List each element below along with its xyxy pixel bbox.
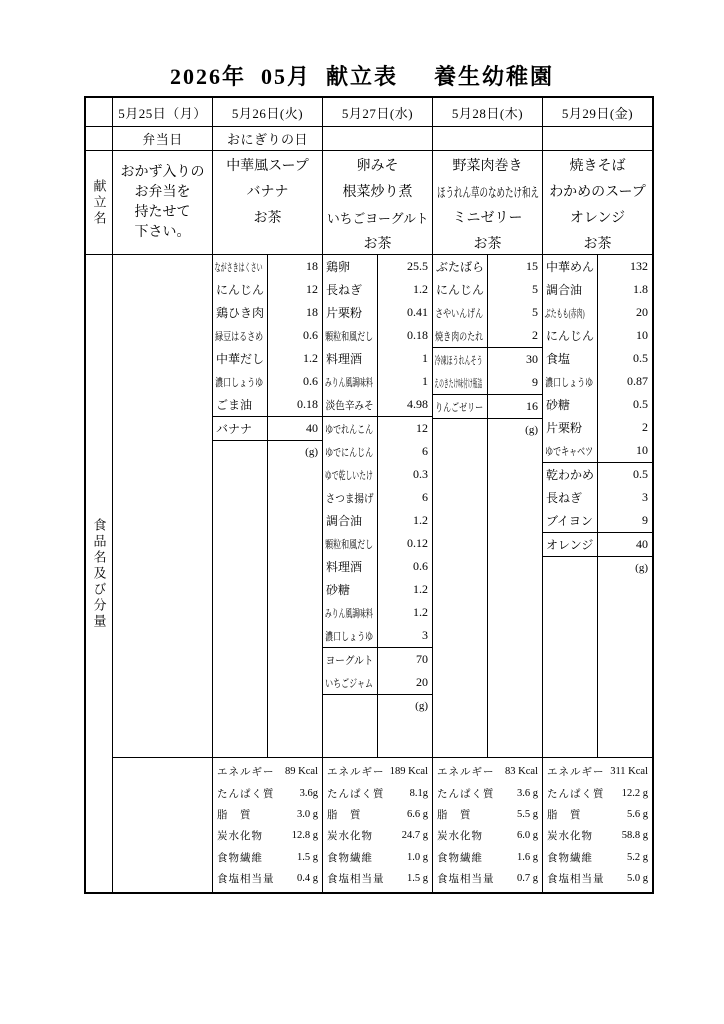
food-name: 濃口しょうゆ	[545, 376, 594, 389]
school-name: 養生幼稚園	[434, 64, 555, 89]
food-amount: 0.18	[407, 328, 428, 342]
food-amount: 25.5	[407, 259, 428, 273]
nutrition-row	[437, 850, 538, 865]
nutrition-row	[547, 850, 648, 865]
food-list	[543, 255, 652, 757]
nutrition-value: 58.8 g	[621, 830, 648, 842]
nutrition-label: エネルギー	[217, 767, 275, 779]
nutrition-label: 炭水化物	[437, 831, 483, 843]
food-amount: 6	[422, 490, 428, 504]
food-name: みりん風調味料	[324, 607, 373, 620]
nutrition-label: 炭水化物	[327, 831, 373, 843]
menu-cell	[322, 150, 432, 254]
food-amount: 12	[306, 282, 318, 296]
food-name: ぶたもも(赤肉)	[544, 307, 585, 320]
food-amount: 1	[422, 374, 428, 388]
date-label: 5月26日(火)	[231, 105, 304, 121]
food-amount: 0.41	[407, 305, 428, 319]
food-amount: 10	[636, 443, 648, 457]
unit-gram-label: (g)	[635, 562, 648, 574]
food-name: ゆでれんこん	[325, 423, 374, 436]
menu-item: オレンジ	[569, 211, 626, 226]
food-name: ながさきはくさい	[214, 261, 263, 274]
day-body-cell	[432, 254, 542, 892]
food-name: ごま油	[216, 398, 253, 412]
nutrition-label: エネルギー	[547, 767, 605, 779]
nutrition-row	[217, 850, 318, 865]
nutrition-row	[327, 764, 428, 779]
nutrition-value: 12.2 g	[621, 787, 648, 799]
food-amount: 9	[532, 375, 538, 389]
food-name: 砂糖	[546, 398, 571, 412]
food-name: ゆで乾しいたけ	[324, 469, 373, 482]
nutrition-row	[217, 764, 318, 779]
special-day-cell	[322, 126, 432, 150]
food-list	[433, 255, 542, 757]
food-amount: 20	[636, 305, 648, 319]
nutrition-list	[213, 757, 322, 892]
food-name: 鶏ひき肉	[216, 306, 265, 320]
food-amount: 18	[306, 305, 318, 319]
food-name: 料理酒	[326, 352, 363, 366]
date-cell	[542, 98, 652, 126]
nutrition-label: 食塩相当量	[547, 873, 605, 885]
nutrition-row	[437, 786, 538, 801]
food-amount: 40	[636, 537, 648, 551]
nutrition-value: 1.0 g	[407, 851, 428, 863]
food-name: 乾わかめ	[546, 468, 595, 482]
menu-item: ほうれん草のなめたけ和え	[436, 185, 539, 200]
food-amount: 20	[416, 675, 428, 689]
date-cell	[432, 98, 542, 126]
nutrition-row	[327, 828, 428, 843]
food-amount: 0.6	[413, 559, 428, 573]
menu-cell	[112, 150, 212, 254]
nutrition-label: 食物繊維	[217, 852, 263, 864]
nutrition-value: 24.7 g	[401, 830, 428, 842]
nutrition-value: 5.0 g	[627, 872, 648, 884]
nutrition-row	[547, 786, 648, 801]
special-day-cell	[212, 126, 322, 150]
food-name: にんじん	[216, 283, 265, 297]
menu-item: お茶	[583, 237, 612, 252]
food-name: 顆粒和風だし	[325, 330, 374, 343]
menu-item: いちごヨーグルト	[326, 211, 429, 226]
nutrition-row	[437, 828, 538, 843]
nutrition-list	[113, 757, 212, 892]
food-amount: 1.2	[303, 351, 318, 365]
menu-item: わかめのスープ	[549, 185, 646, 200]
food-name: 片栗粉	[546, 421, 583, 435]
food-name: 長ねぎ	[546, 491, 583, 505]
food-name: 中華だし	[216, 352, 265, 366]
food-name: 焼き肉のたれ	[435, 330, 484, 343]
nutrition-label: 食塩相当量	[327, 873, 385, 885]
food-name: にんじん	[546, 329, 595, 343]
menu-table	[84, 96, 654, 894]
special-day-cell	[432, 126, 542, 150]
food-amount: 0.18	[297, 397, 318, 411]
day-body-cell	[112, 254, 212, 892]
food-name: 緑豆はるさめ	[215, 330, 264, 343]
food-amount: 16	[526, 399, 538, 413]
food-amount: 0.5	[633, 467, 648, 481]
nutrition-value: 3.6 g	[517, 787, 538, 799]
nutrition-label: 脂 質	[547, 809, 582, 821]
menu-item: バナナ	[246, 185, 289, 200]
menu-item: おかず入りの	[120, 164, 205, 180]
unit-gram-label: (g)	[415, 700, 428, 712]
food-amount: 0.87	[627, 374, 648, 388]
divider-line	[597, 255, 598, 757]
food-name: バナナ	[216, 422, 253, 436]
corner-cell-special	[86, 126, 112, 150]
food-amount: 132	[630, 259, 648, 273]
menu-item: 根菜炒り煮	[342, 185, 413, 200]
menu-item: 野菜肉巻き	[452, 159, 523, 174]
food-amount: 40	[306, 421, 318, 435]
food-name: 調合油	[546, 283, 583, 297]
nutrition-label: たんぱく質	[547, 788, 605, 800]
nutrition-value: 12.8 g	[291, 830, 318, 842]
food-name: いちごジャム	[325, 677, 374, 690]
food-name: 顆粒和風だし	[325, 538, 374, 551]
nutrition-value: 0.4 g	[297, 872, 318, 884]
nutrition-row	[327, 850, 428, 865]
menu-item: 卵みそ	[356, 159, 399, 174]
food-amount: 1.2	[413, 513, 428, 527]
menu-item: ミニゼリー	[452, 211, 523, 226]
nutrition-row	[547, 828, 648, 843]
nutrition-value: 1.5 g	[407, 872, 428, 884]
special-day-label: おにぎりの日	[226, 132, 308, 147]
food-amount: 5	[532, 282, 538, 296]
food-name: 長ねぎ	[326, 283, 363, 297]
food-amount: 0.5	[633, 351, 648, 365]
nutrition-label: 脂 質	[217, 809, 252, 821]
food-name: ヨーグルト	[325, 654, 374, 667]
food-name: 食塩	[546, 352, 571, 366]
food-amount: 70	[416, 652, 428, 666]
nutrition-row	[217, 807, 318, 822]
day-body-cell	[542, 254, 652, 892]
food-amount: 12	[416, 421, 428, 435]
nutrition-row	[327, 786, 428, 801]
menu-item: お茶	[253, 211, 282, 226]
date-label: 5月27日(水)	[341, 105, 414, 121]
special-day-cell	[112, 126, 212, 150]
menu-cell	[212, 150, 322, 254]
food-list	[113, 255, 212, 757]
nutrition-row	[437, 764, 538, 779]
menu-cell	[542, 150, 652, 254]
nutrition-row	[327, 871, 428, 886]
food-name: にんじん	[436, 283, 485, 297]
food-name: みりん風調味料	[324, 376, 373, 389]
food-name: さつま揚げ	[325, 492, 374, 505]
nutrition-value: 5.2 g	[627, 851, 648, 863]
nutrition-label: 食物繊維	[547, 852, 593, 864]
menu-row-header: 献立名	[86, 150, 112, 254]
unit-gram-label: (g)	[525, 424, 538, 436]
nutrition-label: 脂 質	[327, 809, 362, 821]
title-text: 2026年 05月 献立表	[169, 64, 398, 89]
food-list	[213, 255, 322, 757]
food-amount: 2	[642, 420, 648, 434]
special-day-label: 弁当日	[142, 132, 183, 147]
date-cell	[212, 98, 322, 126]
special-day-cell	[542, 126, 652, 150]
food-list	[323, 255, 432, 757]
day-body-cell	[212, 254, 322, 892]
food-amount: 1.2	[413, 605, 428, 619]
food-name: 砂糖	[326, 583, 351, 597]
nutrition-row	[437, 807, 538, 822]
food-name: 中華めん	[546, 260, 595, 274]
date-label: 5月29日(金)	[561, 105, 634, 121]
food-amount: 4.98	[407, 397, 428, 411]
food-amount: 2	[532, 328, 538, 342]
food-name: 濃口しょうゆ	[215, 376, 264, 389]
corner-cell-top	[86, 98, 112, 126]
nutrition-label: たんぱく質	[327, 788, 385, 800]
nutrition-row	[217, 871, 318, 886]
food-name: ゆでにんじん	[325, 446, 374, 459]
food-amount: 1	[422, 351, 428, 365]
nutrition-value: 189 Kcal	[389, 766, 428, 778]
nutrition-row	[437, 871, 538, 886]
food-name: 淡色辛みそ	[325, 399, 374, 412]
divider-line	[267, 255, 268, 757]
date-cell	[322, 98, 432, 126]
menu-item: 下さい。	[134, 224, 191, 240]
nutrition-row	[217, 828, 318, 843]
nutrition-row	[547, 871, 648, 886]
food-name: 調合油	[326, 514, 363, 528]
nutrition-value: 83 Kcal	[505, 766, 538, 778]
nutrition-row	[217, 786, 318, 801]
nutrition-row	[327, 807, 428, 822]
food-name: えのきたけ味付け瓶詰	[434, 377, 483, 390]
food-name: 鶏卵	[326, 260, 351, 274]
food-amount: 1.2	[413, 282, 428, 296]
nutrition-row	[547, 764, 648, 779]
food-name: オレンジ	[546, 538, 594, 552]
food-name: 冷凍ほうれんそう	[434, 354, 483, 367]
nutrition-value: 3.6g	[299, 787, 318, 799]
food-name: 片栗粉	[326, 306, 363, 320]
nutrition-label: 炭水化物	[217, 831, 263, 843]
menu-item: 焼きそば	[569, 159, 626, 174]
nutrition-value: 311 Kcal	[610, 766, 648, 778]
food-amount: 1.8	[633, 282, 648, 296]
food-amount: 3	[422, 628, 428, 642]
food-amount: 6	[422, 444, 428, 458]
nutrition-value: 1.6 g	[517, 851, 538, 863]
food-amount: 9	[642, 513, 648, 527]
nutrition-value: 6.6 g	[407, 808, 428, 820]
food-amount: 15	[526, 259, 538, 273]
nutrition-list	[323, 757, 432, 892]
food-amount: 30	[526, 352, 538, 366]
nutrition-value: 5.5 g	[517, 808, 538, 820]
food-name: ブイヨン	[546, 514, 593, 528]
food-amount: 5	[532, 305, 538, 319]
menu-item: 持たせて	[134, 204, 191, 220]
nutrition-value: 5.6 g	[627, 808, 648, 820]
food-amount: 0.6	[303, 374, 318, 388]
food-amount: 3	[642, 490, 648, 504]
food-amount: 0.3	[413, 467, 428, 481]
food-name: 料理酒	[326, 560, 363, 574]
nutrition-label: 炭水化物	[547, 831, 593, 843]
date-label: 5月28日(木)	[451, 105, 524, 121]
nutrition-label: 食物繊維	[437, 852, 483, 864]
food-amount: 10	[636, 328, 648, 342]
nutrition-value: 6.0 g	[517, 830, 538, 842]
nutrition-value: 3.0 g	[297, 808, 318, 820]
food-amount: 1.2	[413, 582, 428, 596]
food-name: ぶたばら	[436, 260, 485, 274]
page-title	[0, 60, 724, 91]
nutrition-label: 食塩相当量	[217, 873, 275, 885]
nutrition-label: 食塩相当量	[437, 873, 495, 885]
divider-line	[377, 255, 378, 757]
nutrition-list	[433, 757, 542, 892]
nutrition-label: たんぱく質	[217, 788, 275, 800]
date-label: 5月25日（月）	[118, 105, 207, 121]
divider-line	[487, 255, 488, 757]
food-amount: 0.5	[633, 397, 648, 411]
day-body-cell	[322, 254, 432, 892]
food-name: ゆでキャベツ	[545, 445, 594, 458]
unit-gram-label: (g)	[305, 446, 318, 458]
menu-item: お茶	[473, 237, 502, 252]
date-cell	[112, 98, 212, 126]
nutrition-row	[547, 807, 648, 822]
nutrition-value: 89 Kcal	[285, 766, 318, 778]
nutrition-label: エネルギー	[327, 767, 385, 779]
food-amount: 0.12	[407, 536, 428, 550]
menu-item: 中華風スープ	[226, 159, 309, 174]
menu-item: お茶	[363, 237, 392, 252]
nutrition-value: 8.1g	[409, 787, 428, 799]
nutrition-label: 食物繊維	[327, 852, 373, 864]
food-amount: 18	[306, 259, 318, 273]
food-name: 濃口しょうゆ	[325, 630, 374, 643]
food-row-header: 食品名及び分量	[86, 254, 112, 892]
nutrition-value: 1.5 g	[297, 851, 318, 863]
menu-item: お弁当を	[134, 184, 191, 200]
food-name: さやいんげん	[435, 307, 484, 320]
menu-cell	[432, 150, 542, 254]
food-amount: 0.6	[303, 328, 318, 342]
nutrition-list	[543, 757, 652, 892]
nutrition-value: 0.7 g	[517, 872, 538, 884]
nutrition-label: エネルギー	[437, 767, 495, 779]
nutrition-label: たんぱく質	[437, 788, 495, 800]
nutrition-label: 脂 質	[437, 809, 472, 821]
food-name: りんごゼリー	[435, 401, 484, 414]
